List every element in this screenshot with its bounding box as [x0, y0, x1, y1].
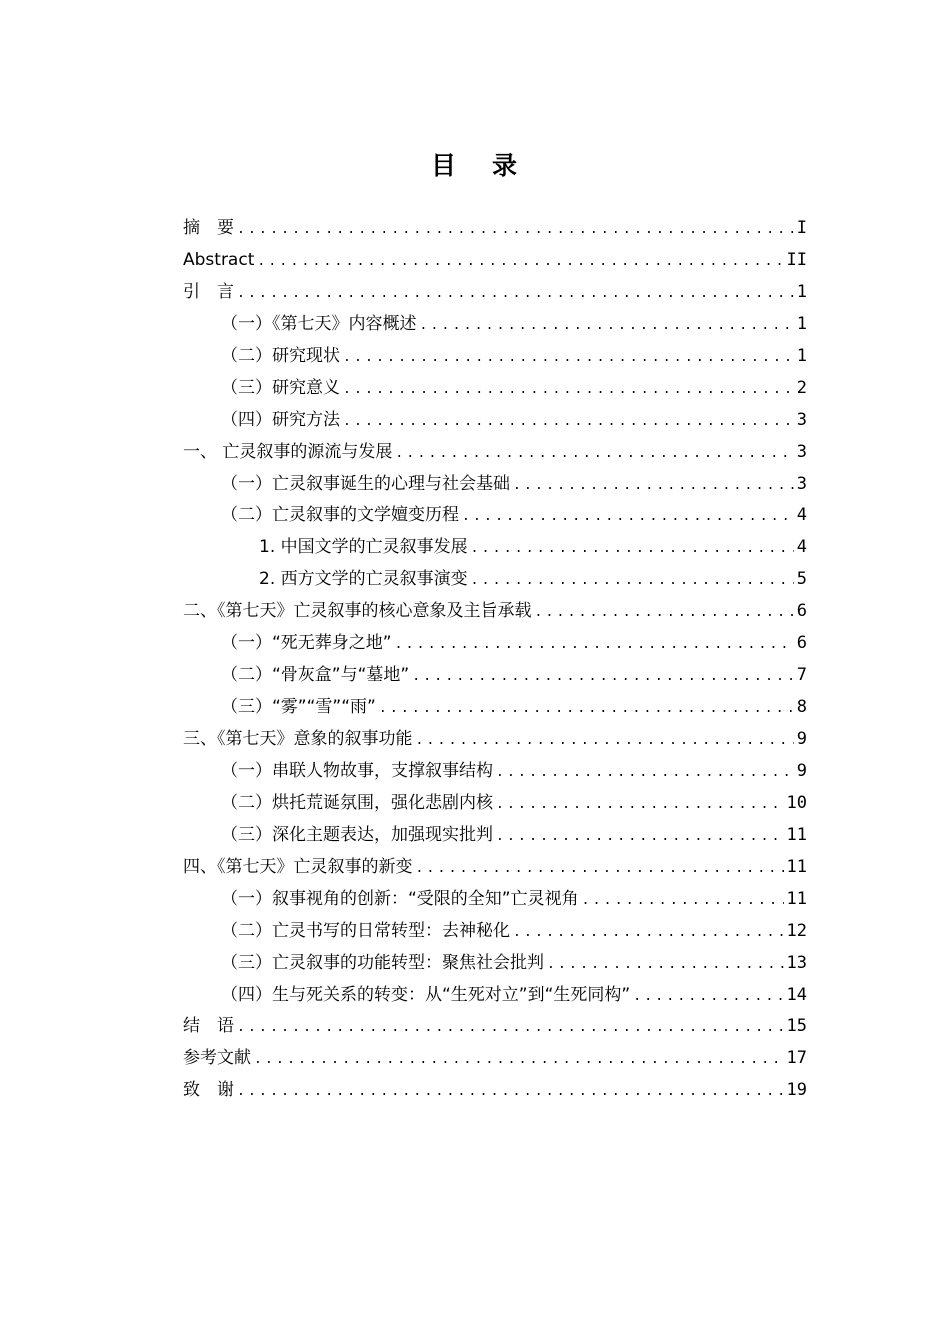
toc-entry-page-number: 3	[796, 409, 807, 430]
toc-entry-page-number: 6	[796, 633, 807, 654]
toc-dot-leader	[471, 565, 794, 597]
toc-entry[interactable]	[183, 500, 807, 532]
toc-dot-leader	[343, 374, 794, 406]
toc-entry[interactable]	[183, 341, 807, 373]
toc-dot-leader	[237, 214, 794, 246]
toc-entry[interactable]	[183, 724, 807, 756]
toc-entry[interactable]	[183, 596, 807, 628]
toc-dot-leader	[416, 853, 784, 885]
toc-entry-label: 参考文献	[183, 1048, 251, 1069]
toc-entry-label: 摘 要	[183, 218, 234, 238]
toc-dot-leader	[237, 1076, 784, 1108]
toc-entry[interactable]	[183, 564, 807, 596]
toc-dot-leader	[395, 629, 794, 661]
toc-entry[interactable]	[183, 437, 807, 469]
toc-dot-leader	[412, 661, 794, 693]
toc-dot-leader	[257, 246, 783, 278]
toc-entry[interactable]	[183, 309, 807, 341]
toc-dot-leader	[420, 310, 794, 342]
toc-entry-label: 致 谢	[183, 1080, 234, 1101]
toc-dot-leader	[343, 406, 794, 438]
toc-dot-leader	[633, 981, 783, 1013]
toc-entry[interactable]	[183, 373, 807, 405]
toc-dot-leader	[379, 693, 794, 725]
toc-entry-label: （三）亡灵叙事的功能转型：聚焦社会批判	[221, 952, 544, 973]
toc-entry-label: （一）叙事视角的创新：“受限的全知”亡灵视角	[221, 888, 579, 909]
toc-dot-leader	[547, 949, 784, 981]
toc-entry-label: （一）“死无葬身之地”	[221, 633, 392, 654]
toc-entry-page-number: 3	[796, 441, 807, 462]
toc-dot-leader	[513, 470, 794, 502]
table-of-contents	[183, 213, 807, 1107]
toc-entry-page-number: 9	[796, 760, 807, 781]
toc-entry[interactable]	[183, 532, 807, 564]
toc-entry-label: 四、《第七天》亡灵叙事的新变	[183, 856, 413, 877]
toc-dot-leader	[237, 1012, 784, 1044]
toc-entry-page-number: 5	[796, 569, 807, 590]
toc-entry-label: （三）研究意义	[221, 377, 340, 398]
toc-entry-label: 结 语	[183, 1016, 234, 1037]
toc-entry[interactable]	[183, 884, 807, 916]
toc-dot-leader	[343, 342, 794, 374]
toc-entry-label: （三）“雾”“雪”“雨”	[221, 697, 376, 718]
toc-entry-label: （二）“骨灰盒”与“墓地”	[221, 665, 410, 686]
toc-entry-label: 二、《第七天》亡灵叙事的核心意象及主旨承载	[183, 601, 532, 622]
toc-dot-leader	[535, 597, 794, 629]
toc-dot-leader	[471, 533, 794, 565]
toc-dot-leader	[496, 821, 784, 853]
toc-entry-label: （一）串联人物故事，支撑叙事结构	[221, 760, 493, 781]
toc-entry-label: （二）亡灵书写的日常转型：去神秘化	[221, 920, 510, 941]
toc-entry-label: （四）研究方法	[221, 409, 340, 430]
toc-entry-page-number: 2	[796, 377, 807, 398]
toc-dot-leader	[496, 757, 794, 789]
toc-entry-page-number: 8	[796, 697, 807, 718]
toc-dot-leader	[496, 789, 784, 821]
toc-entry[interactable]	[183, 692, 807, 724]
toc-entry-label: （二）研究现状	[221, 345, 340, 366]
toc-entry[interactable]	[183, 820, 807, 852]
toc-entry[interactable]	[183, 756, 807, 788]
toc-dot-leader	[237, 278, 794, 310]
toc-dot-leader	[254, 1044, 784, 1076]
toc-entry-page-number: 15	[786, 1016, 807, 1037]
toc-entry-label: 三、《第七天》意象的叙事功能	[183, 729, 413, 749]
toc-entry[interactable]	[183, 948, 807, 980]
page-title-char-1: 目	[430, 151, 458, 180]
toc-dot-leader	[462, 501, 794, 533]
toc-entry-page-number: 14	[786, 984, 807, 1005]
toc-entry-label: 一、 亡灵叙事的源流与发展	[183, 441, 393, 462]
toc-entry-page-number: 11	[786, 824, 807, 845]
toc-entry[interactable]	[183, 852, 807, 884]
toc-entry-label: （二）烘托荒诞氛围，强化悲剧内核	[221, 792, 493, 813]
toc-entry-page-number: 12	[786, 920, 807, 941]
toc-entry[interactable]	[183, 213, 807, 245]
toc-entry[interactable]	[183, 405, 807, 437]
toc-dot-leader	[416, 725, 794, 757]
toc-entry-page-number: 7	[796, 665, 807, 686]
toc-entry[interactable]	[183, 628, 807, 660]
toc-dot-leader	[582, 885, 784, 917]
toc-entry-page-number: 4	[796, 537, 807, 558]
toc-entry-label: （三）深化主题表达，加强现实批判	[221, 824, 493, 845]
toc-entry-label: （二）亡灵叙事的文学嬗变历程	[221, 505, 459, 526]
toc-entry-label: （一）《第七天》内容概述	[221, 313, 417, 334]
toc-entry[interactable]	[183, 277, 807, 309]
toc-entry[interactable]	[183, 1075, 807, 1107]
toc-entry[interactable]	[183, 469, 807, 501]
toc-dot-leader	[395, 438, 793, 470]
toc-entry[interactable]	[183, 245, 807, 277]
toc-entry[interactable]	[183, 1011, 807, 1043]
toc-entry-label: 2. 西方文学的亡灵叙事演变	[259, 569, 468, 590]
toc-entry-label: 1. 中国文学的亡灵叙事发展	[259, 537, 468, 558]
toc-entry-page-number: 17	[786, 1048, 807, 1069]
page-title-char-2: 录	[492, 151, 520, 180]
toc-entry-page-number: 11	[786, 888, 807, 909]
toc-entry-label: （四）生与死关系的转变：从“生死对立”到“生死同构”	[221, 984, 631, 1005]
toc-entry-page-number: 4	[796, 505, 807, 526]
toc-entry-page-number: I	[796, 218, 807, 238]
toc-entry-label: （一）亡灵叙事诞生的心理与社会基础	[221, 473, 510, 494]
toc-entry-page-number: 6	[796, 601, 807, 622]
toc-dot-leader	[513, 917, 784, 949]
toc-entry-page-number: 1	[796, 281, 807, 302]
toc-entry[interactable]	[183, 980, 807, 1012]
toc-entry-label: 引 言	[183, 281, 234, 302]
toc-entry[interactable]	[183, 788, 807, 820]
toc-entry-page-number: II	[786, 249, 807, 270]
toc-entry-page-number: 10	[786, 792, 807, 813]
toc-entry-page-number: 1	[796, 345, 807, 366]
toc-entry-label: Abstract	[183, 249, 255, 270]
toc-entry-page-number: 11	[786, 856, 807, 877]
toc-entry[interactable]	[183, 660, 807, 692]
toc-entry-page-number: 9	[796, 729, 807, 749]
toc-entry[interactable]	[183, 1043, 807, 1075]
toc-entry-page-number: 19	[786, 1080, 807, 1101]
toc-entry-page-number: 13	[786, 952, 807, 973]
page-title	[0, 146, 950, 186]
toc-entry-page-number: 3	[796, 473, 807, 494]
toc-entry[interactable]	[183, 916, 807, 948]
toc-entry-page-number: 1	[796, 313, 807, 334]
